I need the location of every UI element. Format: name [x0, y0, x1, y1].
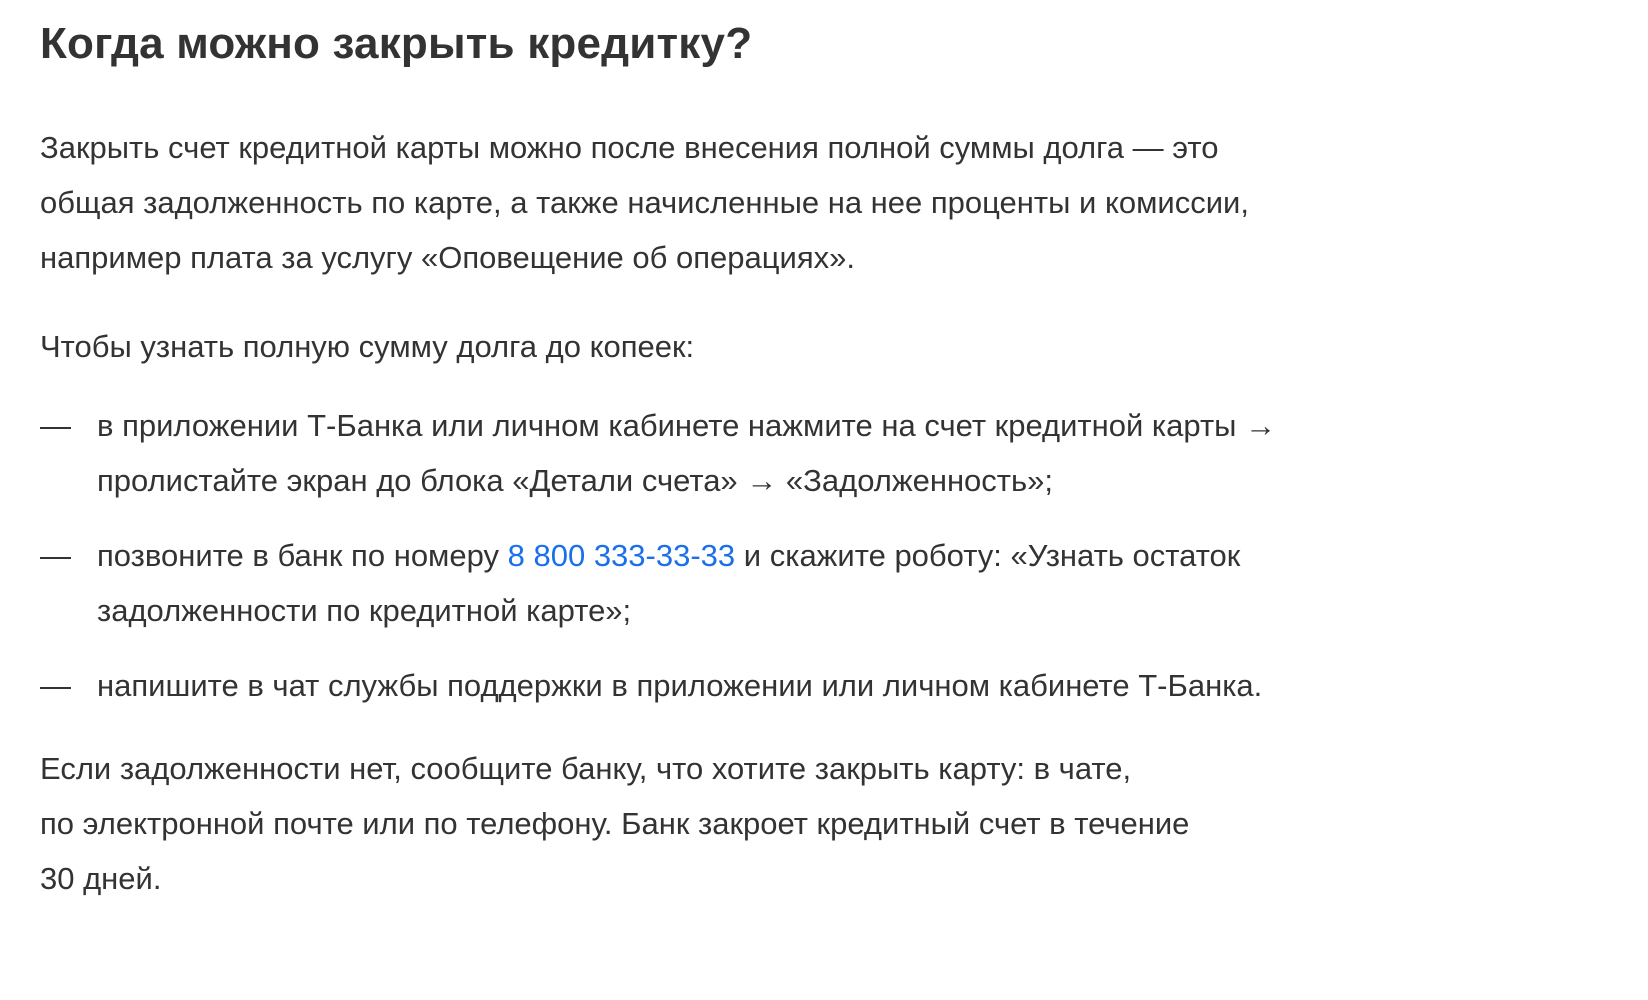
paragraph-line: 30 дней. [40, 861, 162, 896]
paragraph-line: пролистайте экран до блока «Детали счета» → «Задолженность»; [97, 463, 1054, 498]
phone-line-before: позвоните в банк по номеру [97, 538, 508, 573]
list-item-content [97, 658, 1608, 713]
list-item-chat [40, 658, 1608, 713]
phone-link[interactable]: 8 800 333-33-33 [507, 538, 736, 573]
paragraph-line: общая задолженность по карте, а также начисленные на нее проценты и комиссии, [40, 185, 1249, 220]
paragraph-line: по электронной почте или по телефону. Банк закроет кредитный счет в течение [40, 806, 1190, 841]
list-intro [40, 319, 1608, 374]
paragraph-line: например плата за услугу «Оповещение об операциях». [40, 240, 855, 275]
paragraph-line: напишите в чат службы поддержки в приложении или личном кабинете Т-Банка. [97, 668, 1263, 703]
paragraph-line: задолженности по кредитной карте»; [97, 593, 632, 628]
list-item-app [40, 398, 1608, 508]
list-item-content [97, 528, 1608, 638]
page-title: Когда можно закрыть кредитку? [40, 19, 753, 68]
list-item-content [97, 398, 1608, 508]
intro-paragraph [40, 120, 1608, 285]
dash-marker: — [40, 538, 71, 573]
list-item-phone [40, 528, 1608, 638]
list-intro-line: Чтобы узнать полную сумму долга до копеек: [40, 329, 695, 364]
phone-line-after: и скажите роботу: «Узнать остаток [735, 538, 1241, 573]
paragraph-line: Если задолженности нет, сообщите банку, что хотите закрыть карту: в чате, [40, 751, 1132, 786]
paragraph-line: Закрыть счет кредитной карты можно после внесения полной суммы долга — это [40, 130, 1219, 165]
paragraph-line: в приложении Т-Банка или личном кабинете нажмите на счет кредитной карты → [97, 408, 1277, 443]
paragraph-line [97, 528, 1608, 583]
dash-marker: — [40, 668, 71, 703]
closing-paragraph [40, 741, 1608, 906]
dash-marker: — [40, 408, 71, 443]
bullet-list [40, 398, 1608, 713]
